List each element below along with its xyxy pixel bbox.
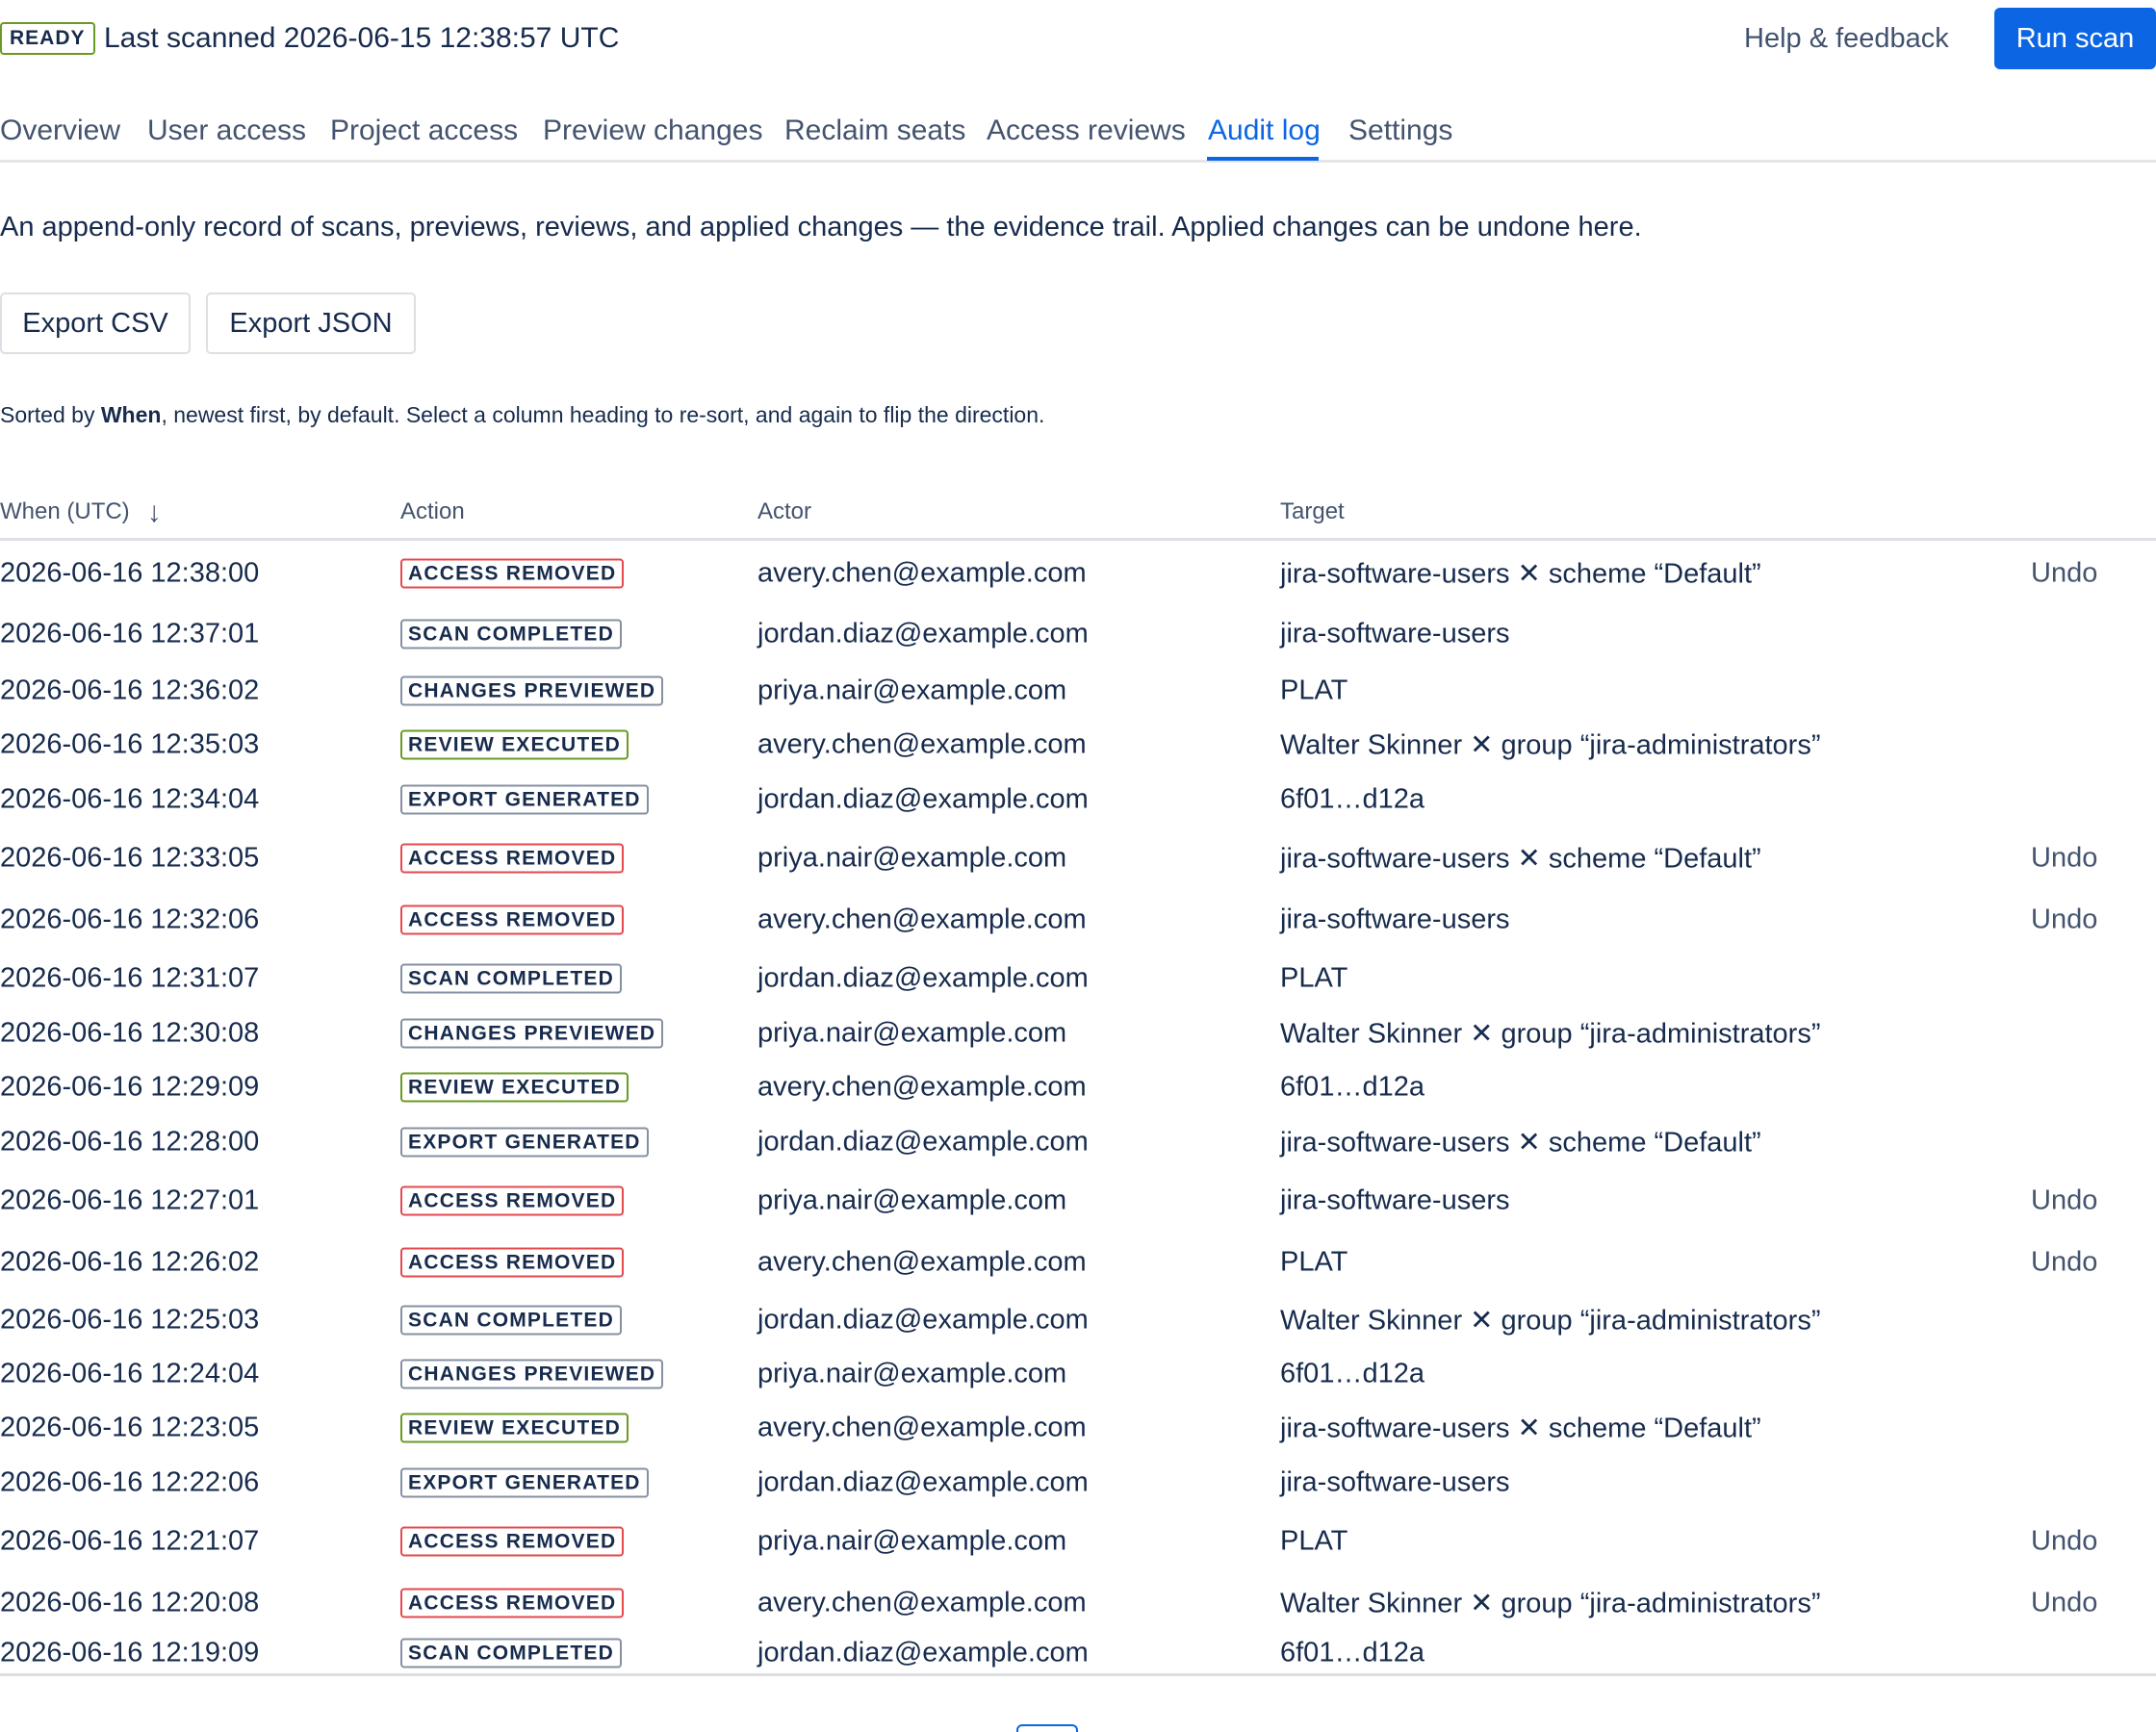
when-cell: 2026-06-16 12:27:01 <box>0 1184 260 1216</box>
tab-bar <box>0 108 2156 163</box>
page-description: An append-only record of scans, previews, reviews, and applied changes — the evidence trail. Applied changes can be undone here. <box>0 212 1642 242</box>
when-cell: 2026-06-16 12:23:05 <box>0 1412 260 1443</box>
sort-note <box>0 399 1044 430</box>
last-scanned-text: Last scanned 2026-06-15 12:38:57 UTC <box>104 22 620 54</box>
when-cell: 2026-06-16 12:33:05 <box>0 842 260 874</box>
action-cell <box>400 1468 649 1498</box>
target-cell: PLAT <box>1280 675 1348 706</box>
when-cell: 2026-06-16 12:22:06 <box>0 1466 260 1498</box>
target-cell: jira-software-users <box>1280 1466 1510 1498</box>
table-row <box>0 1170 2156 1232</box>
target-cell: Walter Skinner ✕ group “jira-administrators” <box>1280 1305 1821 1337</box>
action-lozenge: ACCESS REMOVED <box>400 559 624 589</box>
actor-cell: avery.chen@example.com <box>757 904 1087 935</box>
when-cell: 2026-06-16 12:29:09 <box>0 1071 260 1103</box>
actor-cell: avery.chen@example.com <box>757 1587 1087 1618</box>
action-cell <box>400 1306 622 1336</box>
action-lozenge: ACCESS REMOVED <box>400 1527 624 1557</box>
actor-cell: priya.nair@example.com <box>757 1184 1067 1216</box>
action-lozenge: CHANGES PREVIEWED <box>400 1360 663 1389</box>
table-row <box>0 604 2156 664</box>
when-cell: 2026-06-16 12:30:08 <box>0 1017 260 1049</box>
action-cell <box>400 1360 663 1389</box>
sort-descending-icon: ↓ <box>146 496 162 528</box>
undo-button[interactable]: Undo <box>2031 1587 2098 1618</box>
table-row <box>0 1347 2156 1401</box>
actor-cell: priya.nair@example.com <box>757 1358 1067 1389</box>
run-scan-button[interactable]: Run scan <box>1994 8 2156 69</box>
target-cell: jira-software-users ✕ scheme “Default” <box>1280 558 1761 590</box>
undo-button[interactable]: Undo <box>2031 1525 2098 1557</box>
action-lozenge: REVIEW EXECUTED <box>400 1414 629 1443</box>
action-lozenge: ACCESS REMOVED <box>400 905 624 935</box>
sort-note-prefix: Sorted by <box>0 402 101 427</box>
action-lozenge: ACCESS REMOVED <box>400 844 624 874</box>
sort-note-column: When <box>100 402 162 427</box>
action-cell <box>400 964 622 994</box>
target-cell: 6f01…d12a <box>1280 783 1424 815</box>
undo-button[interactable]: Undo <box>2031 842 2098 874</box>
table-row <box>0 1455 2156 1511</box>
actor-cell: avery.chen@example.com <box>757 1412 1087 1443</box>
status-badge: READY <box>0 22 95 55</box>
actor-cell: jordan.diaz@example.com <box>757 783 1089 815</box>
action-cell <box>400 730 629 760</box>
when-cell: 2026-06-16 12:19:09 <box>0 1637 260 1668</box>
when-cell: 2026-06-16 12:36:02 <box>0 675 260 706</box>
when-cell: 2026-06-16 12:20:08 <box>0 1587 260 1618</box>
action-lozenge: EXPORT GENERATED <box>400 1128 649 1158</box>
action-cell <box>400 785 649 815</box>
undo-button[interactable]: Undo <box>2031 557 2098 589</box>
tab-project-access[interactable]: Project access <box>330 115 519 146</box>
when-cell: 2026-06-16 12:31:07 <box>0 962 260 994</box>
when-cell: 2026-06-16 12:38:00 <box>0 557 260 589</box>
table-header <box>0 485 2156 541</box>
tab-settings[interactable]: Settings <box>1348 115 1453 146</box>
actor-cell: jordan.diaz@example.com <box>757 1637 1089 1668</box>
tab-access-reviews[interactable]: Access reviews <box>987 115 1186 146</box>
action-cell <box>400 559 624 589</box>
action-cell <box>400 1639 622 1668</box>
table-row <box>0 1634 2156 1672</box>
action-cell <box>400 1019 663 1049</box>
action-cell <box>400 844 624 874</box>
action-lozenge: SCAN COMPLETED <box>400 1639 622 1668</box>
table-row <box>0 718 2156 772</box>
actor-cell: avery.chen@example.com <box>757 1071 1087 1103</box>
action-cell <box>400 1073 629 1103</box>
action-lozenge: CHANGES PREVIEWED <box>400 676 663 706</box>
action-cell <box>400 1527 624 1557</box>
actor-cell: avery.chen@example.com <box>757 557 1087 589</box>
table-row <box>0 1572 2156 1634</box>
tab-audit-log[interactable]: Audit log <box>1208 115 1321 146</box>
target-cell: Walter Skinner ✕ group “jira-administrators” <box>1280 1588 1821 1619</box>
actor-cell: jordan.diaz@example.com <box>757 1126 1089 1158</box>
target-cell: 6f01…d12a <box>1280 1637 1424 1668</box>
actor-cell: jordan.diaz@example.com <box>757 1304 1089 1336</box>
target-cell: jira-software-users <box>1280 904 1510 935</box>
table-row <box>0 1401 2156 1455</box>
tab-overview[interactable]: Overview <box>0 115 121 146</box>
table-row <box>0 664 2156 718</box>
target-cell: jira-software-users ✕ scheme “Default” <box>1280 1413 1761 1444</box>
when-cell: 2026-06-16 12:32:06 <box>0 904 260 935</box>
action-cell <box>400 620 622 650</box>
tab-reclaim-seats[interactable]: Reclaim seats <box>784 115 966 146</box>
action-lozenge: SCAN COMPLETED <box>400 620 622 650</box>
actor-cell: avery.chen@example.com <box>757 728 1087 760</box>
actor-cell: jordan.diaz@example.com <box>757 962 1089 994</box>
top-bar <box>0 0 2156 77</box>
target-cell: jira-software-users ✕ scheme “Default” <box>1280 843 1761 875</box>
target-cell: Walter Skinner ✕ group “jira-administrators” <box>1280 729 1821 761</box>
action-cell <box>400 1128 649 1158</box>
active-tab-indicator <box>1207 157 1319 161</box>
undo-button[interactable]: Undo <box>2031 904 2098 935</box>
target-cell: jira-software-users <box>1280 618 1510 650</box>
action-lozenge: ACCESS REMOVED <box>400 1589 624 1618</box>
target-cell: Walter Skinner ✕ group “jira-administrators” <box>1280 1018 1821 1050</box>
table-row <box>0 1232 2156 1293</box>
table-row <box>0 1114 2156 1170</box>
when-cell: 2026-06-16 12:34:04 <box>0 783 260 815</box>
undo-button[interactable]: Undo <box>2031 1184 2098 1216</box>
when-cell: 2026-06-16 12:28:00 <box>0 1126 260 1158</box>
tab-user-access[interactable]: User access <box>147 115 307 146</box>
when-cell: 2026-06-16 12:21:07 <box>0 1525 260 1557</box>
actor-cell: priya.nair@example.com <box>757 1017 1067 1049</box>
action-cell <box>400 1414 629 1443</box>
actor-cell: priya.nair@example.com <box>757 1525 1067 1557</box>
column-action[interactable]: Action <box>400 498 465 524</box>
column-when[interactable] <box>0 493 162 532</box>
target-cell: PLAT <box>1280 962 1348 994</box>
column-when-label: When (UTC) <box>0 498 130 524</box>
actor-cell: priya.nair@example.com <box>757 842 1067 874</box>
table-row <box>0 772 2156 828</box>
target-cell: jira-software-users ✕ scheme “Default” <box>1280 1127 1761 1159</box>
actor-cell: jordan.diaz@example.com <box>757 1466 1089 1498</box>
table-row <box>0 1293 2156 1347</box>
when-cell: 2026-06-16 12:35:03 <box>0 728 260 760</box>
column-actor[interactable]: Actor <box>757 498 812 524</box>
sort-note-suffix: , newest first, by default. Select a column heading to re-sort, and again to flip the direction. <box>161 402 1045 427</box>
table-row <box>0 1511 2156 1572</box>
action-cell <box>400 1589 624 1618</box>
table-row <box>0 1006 2156 1060</box>
action-lozenge: EXPORT GENERATED <box>400 1468 649 1498</box>
actor-cell: jordan.diaz@example.com <box>757 618 1089 650</box>
table-row <box>0 543 2156 604</box>
target-cell: 6f01…d12a <box>1280 1358 1424 1389</box>
target-cell: jira-software-users <box>1280 1184 1510 1216</box>
when-cell: 2026-06-16 12:25:03 <box>0 1304 260 1336</box>
target-cell: 6f01…d12a <box>1280 1071 1424 1103</box>
table-row <box>0 828 2156 889</box>
export-json-button[interactable]: Export JSON <box>206 293 416 354</box>
pagination-current-page[interactable] <box>1016 1724 1078 1732</box>
table-bottom-border <box>0 1673 2156 1676</box>
table-row <box>0 1060 2156 1114</box>
action-lozenge: ACCESS REMOVED <box>400 1248 624 1278</box>
action-lozenge: REVIEW EXECUTED <box>400 730 629 760</box>
target-cell: PLAT <box>1280 1246 1348 1278</box>
actor-cell: avery.chen@example.com <box>757 1246 1087 1278</box>
tab-preview-changes[interactable]: Preview changes <box>543 115 763 146</box>
action-lozenge: ACCESS REMOVED <box>400 1186 624 1216</box>
action-lozenge: SCAN COMPLETED <box>400 1306 622 1336</box>
column-target[interactable]: Target <box>1280 498 1345 524</box>
undo-button[interactable]: Undo <box>2031 1246 2098 1278</box>
table-row <box>0 889 2156 951</box>
action-cell <box>400 1248 624 1278</box>
action-cell <box>400 676 663 706</box>
export-csv-button[interactable]: Export CSV <box>0 293 191 354</box>
action-lozenge: EXPORT GENERATED <box>400 785 649 815</box>
when-cell: 2026-06-16 12:24:04 <box>0 1358 260 1389</box>
action-cell <box>400 1186 624 1216</box>
action-lozenge: SCAN COMPLETED <box>400 964 622 994</box>
actor-cell: priya.nair@example.com <box>757 675 1067 706</box>
table-row <box>0 951 2156 1006</box>
action-cell <box>400 905 624 935</box>
action-lozenge: CHANGES PREVIEWED <box>400 1019 663 1049</box>
when-cell: 2026-06-16 12:37:01 <box>0 618 260 650</box>
target-cell: PLAT <box>1280 1525 1348 1557</box>
help-feedback-link[interactable]: Help & feedback <box>1744 23 1949 54</box>
action-lozenge: REVIEW EXECUTED <box>400 1073 629 1103</box>
when-cell: 2026-06-16 12:26:02 <box>0 1246 260 1278</box>
